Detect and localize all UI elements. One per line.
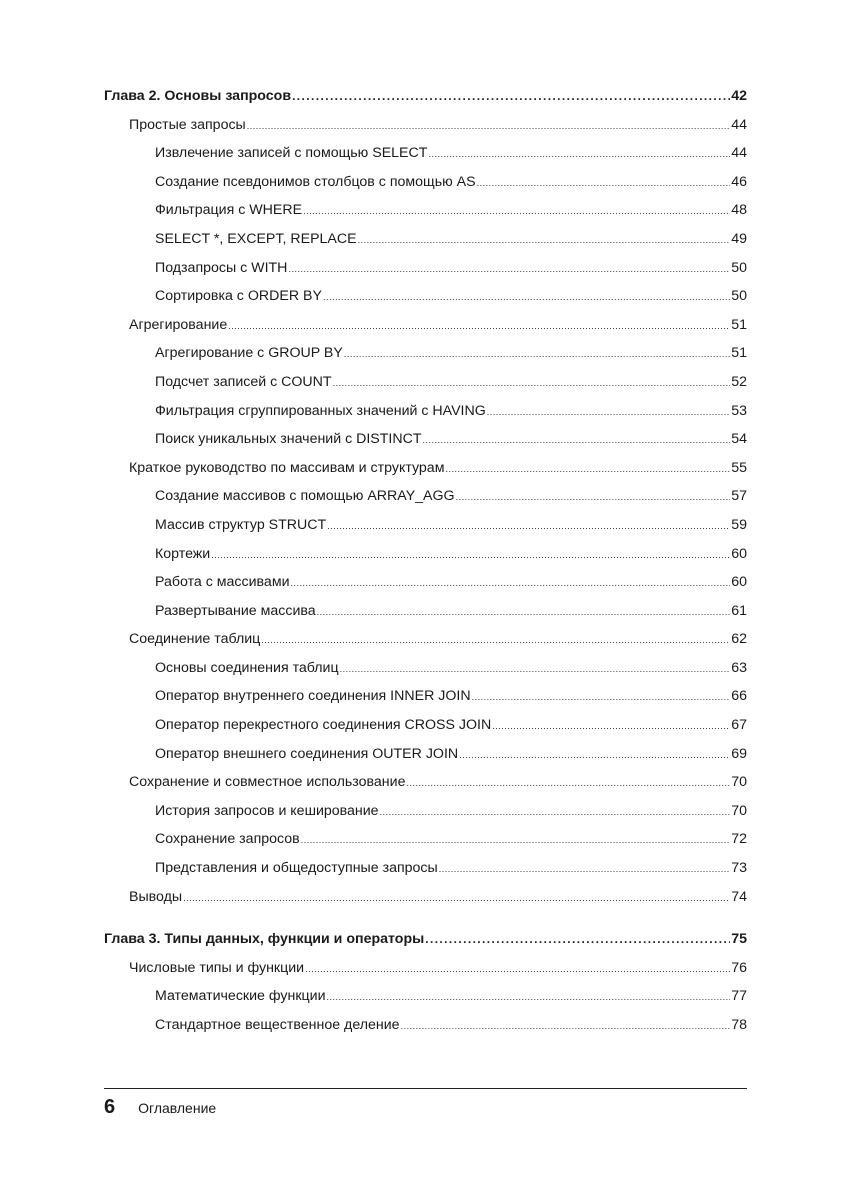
dot-leader: [358, 230, 730, 250]
dot-leader: [340, 659, 730, 679]
dot-leader: [333, 373, 730, 393]
toc-entry-title: Глава 3. Типы данных, функции и операторы: [104, 931, 425, 948]
dot-leader: [439, 859, 730, 879]
toc-subsection-entry: [104, 658, 747, 687]
dot-leader: [288, 259, 730, 279]
toc-subsection-entry: [104, 715, 747, 744]
toc-entry-title: Фильтрация сгруппированных значений с HAVING: [155, 402, 486, 419]
toc-section-entry: [104, 772, 747, 801]
toc-section-entry: [104, 458, 747, 487]
toc-entry-title: Кортежи: [155, 545, 211, 562]
dot-leader: [327, 987, 730, 1007]
toc-page-number: 73: [731, 860, 747, 877]
toc-page-number: 59: [731, 516, 747, 533]
dot-leader: [211, 545, 730, 565]
toc-subsection-entry: [104, 143, 747, 172]
toc-entry-title: Массив структур STRUCT: [155, 516, 327, 533]
toc-subsection-entry: [104, 686, 747, 715]
toc-entry-title: Подсчет записей с COUNT: [155, 373, 332, 390]
dot-leader: [425, 929, 730, 949]
toc-subsection-entry: [104, 801, 747, 830]
toc-page-number: 77: [731, 988, 747, 1005]
toc-subsection-entry: [104, 258, 747, 287]
dot-leader: [401, 1016, 730, 1036]
toc-entry-title: Оператор перекрестного соединения CROSS JOIN: [155, 717, 492, 734]
toc-page-number: 52: [731, 373, 747, 390]
toc-page-number: 51: [731, 345, 747, 362]
toc-entry-title: Оператор внешнего соединения OUTER JOIN: [155, 745, 459, 762]
toc-entry-title: Фильтрация с WHERE: [155, 202, 303, 219]
toc-subsection-entry: [104, 200, 747, 229]
toc-entry-title: Краткое руководство по массивам и структурам: [129, 459, 445, 476]
toc-subsection-entry: [104, 343, 747, 372]
toc-entry-title: Извлечение записей с помощью SELECT: [155, 145, 428, 162]
toc-section-entry: [104, 315, 747, 344]
toc-subsection-entry: [104, 601, 747, 630]
toc-page-number: 76: [731, 959, 747, 976]
toc-page-number: 75: [731, 931, 747, 948]
dot-leader: [327, 516, 730, 536]
toc-page-number: 60: [731, 574, 747, 591]
toc-section-entry: [104, 115, 747, 144]
toc-entry-title: Создание псевдонимов столбцов с помощью AS: [155, 173, 476, 190]
running-footer-label: Оглавление: [138, 1100, 217, 1116]
toc-page-number: 70: [731, 802, 747, 819]
toc-entry-title: SELECT *, EXCEPT, REPLACE: [155, 230, 357, 247]
toc-page-number: 46: [731, 173, 747, 190]
dot-leader: [292, 86, 730, 106]
dot-leader: [247, 116, 730, 136]
toc-entry-title: Создание массивов с помощью ARRAY_AGG: [155, 488, 455, 505]
toc-subsection-entry: [104, 858, 747, 887]
page-footer: [104, 1096, 216, 1119]
toc-entry-title: История запросов и кеширование: [155, 802, 379, 819]
toc-subsection-entry: [104, 829, 747, 858]
toc-subsection-entry: [104, 372, 747, 401]
dot-leader: [456, 487, 730, 507]
toc-page-number: 61: [731, 602, 747, 619]
toc-entry-title: Работа с массивами: [155, 574, 290, 591]
toc-subsection-entry: [104, 429, 747, 458]
toc-page-number: 44: [731, 116, 747, 133]
toc-section-entry: [104, 958, 747, 987]
toc-subsection-entry: [104, 572, 747, 601]
toc-page-number: 57: [731, 488, 747, 505]
dot-leader: [301, 830, 730, 850]
toc-page-number: 50: [731, 259, 747, 276]
toc-chapter-entry: [104, 86, 747, 115]
toc-entry-title: Стандартное вещественное деление: [155, 1017, 400, 1033]
toc-section-entry: [104, 887, 747, 916]
toc-page-number: 72: [731, 831, 747, 848]
toc-entry-title: Сохранение и совместное использование: [129, 774, 406, 791]
dot-leader: [344, 344, 730, 364]
toc-entry-title: Поиск уникальных значений с DISTINCT: [155, 431, 422, 448]
toc-entry-title: Соединение таблиц: [129, 631, 261, 648]
dot-leader: [423, 430, 730, 450]
toc-subsection-entry: [104, 515, 747, 544]
dot-leader: [459, 745, 730, 765]
dot-leader: [183, 888, 730, 908]
toc-section-entry: [104, 629, 747, 658]
dot-leader: [472, 687, 730, 707]
dot-leader: [323, 287, 730, 307]
toc-subsection-entry: [104, 172, 747, 201]
toc-subsection-entry: [104, 286, 747, 315]
toc-page-number: 54: [731, 431, 747, 448]
footer-divider: [104, 1088, 747, 1089]
toc-entry-title: Простые запросы: [129, 116, 246, 133]
toc-subsection-entry: [104, 229, 747, 258]
toc-page-number: 49: [731, 230, 747, 247]
dot-leader: [261, 630, 730, 650]
toc-page-number: 78: [731, 1017, 747, 1033]
toc-entry-title: Выводы: [129, 888, 183, 905]
dot-leader: [445, 459, 730, 479]
toc-subsection-entry: [104, 1015, 747, 1044]
toc-entry-title: Сохранение запросов: [155, 831, 300, 848]
toc-entry-title: Основы соединения таблиц: [155, 659, 339, 676]
toc-entry-title: Сортировка с ORDER BY: [155, 288, 322, 305]
toc-entry-title: Развертывание массива: [155, 602, 316, 619]
toc-entry-title: Математические функции: [155, 988, 326, 1005]
dot-leader: [428, 144, 730, 164]
toc-page-number: 53: [731, 402, 747, 419]
toc-page-number: 69: [731, 745, 747, 762]
toc-page-number: 67: [731, 717, 747, 734]
toc-page-number: 62: [731, 631, 747, 648]
toc-page-number: 63: [731, 659, 747, 676]
dot-leader: [380, 802, 730, 822]
toc-entry-title: Подзапросы с WITH: [155, 259, 288, 276]
dot-leader: [291, 573, 731, 593]
dot-leader: [303, 201, 730, 221]
toc-page-number: 74: [731, 888, 747, 905]
toc-entry-title: Оператор внутреннего соединения INNER JOIN: [155, 688, 471, 705]
page-number: 6: [104, 1096, 116, 1118]
dot-leader: [406, 773, 730, 793]
toc-chapter-entry: [104, 929, 747, 958]
toc-subsection-entry: [104, 544, 747, 573]
toc-page-number: 44: [731, 145, 747, 162]
table-of-contents: [104, 86, 747, 1044]
toc-entry-title: Агрегирование с GROUP BY: [155, 345, 343, 362]
toc-page-number: 50: [731, 288, 747, 305]
toc-entry-title: Числовые типы и функции: [129, 959, 305, 976]
toc-page-number: 51: [731, 316, 747, 333]
toc-subsection-entry: [104, 401, 747, 430]
toc-entry-title: Агрегирование: [129, 316, 228, 333]
dot-leader: [228, 316, 730, 336]
toc-subsection-entry: [104, 744, 747, 773]
toc-page-number: 70: [731, 774, 747, 791]
dot-leader: [317, 602, 730, 622]
toc-entry-title: Представления и общедоступные запросы: [155, 860, 438, 877]
dot-leader: [492, 716, 730, 736]
toc-subsection-entry: [104, 986, 747, 1015]
dot-leader: [487, 402, 730, 422]
toc-page-number: 48: [731, 202, 747, 219]
toc-page-number: 60: [731, 545, 747, 562]
toc-entry-title: Глава 2. Основы запросов: [104, 88, 292, 104]
dot-leader: [477, 173, 730, 193]
toc-page-number: 42: [731, 88, 747, 104]
dot-leader: [305, 959, 730, 979]
toc-subsection-entry: [104, 486, 747, 515]
toc-page-number: 66: [731, 688, 747, 705]
toc-page-number: 55: [731, 459, 747, 476]
